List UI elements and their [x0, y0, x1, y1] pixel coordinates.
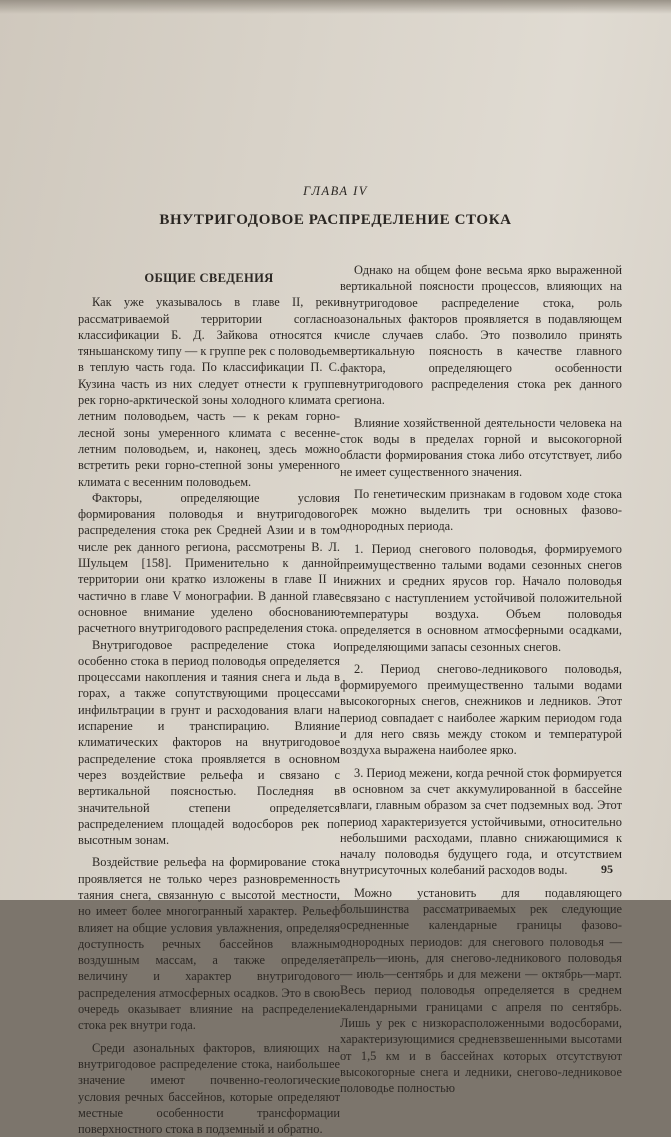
paragraph: Однако на общем фоне весьма ярко выраженной вертикальной поясности процессов, влияющих на внутригодовое распределение стока, роль азональных факторов проявляется в подавляющем числе случаев слабо. Это позволило принять вертикальную поясность в качестве главного фактора, определяющего особенности внутригодового распределения стока рек данного региона. — [340, 263, 622, 408]
page-top-shadow — [0, 0, 671, 14]
paragraph: 2. Период снегово-ледникового половодья, формируемого преимущественно талыми водами высокогорных снегов, снежников и ледников. Этот период совпадает с наиболее жарким периодом года и для него связь между стоком и температурой воздуха выражена наиболее ярко. — [340, 661, 622, 758]
paragraph: Влияние хозяйственной деятельности человека на сток воды в пределах горной и высокогорной области формирования стока либо отсутствует, либо не имеет существенного значения. — [340, 415, 622, 479]
right-column — [340, 262, 622, 1100]
paragraph: Как уже указывалось в главе II, реки рассматриваемой территории согласно классификации Б. Д. Зайкова относятся к тяньшанскому типу — к группе рек с половодьем в теплую часть года. По классификации П. С. Кузина часть из них следует отнести к группе рек горно-арктической зоны холодного климата с летним половодьем, часть — к рекам горно-лесной зоны умеренного климата с весенне-летним половодьем, и, наконец, здесь можно встретить реки горно-степной зоны умеренного климата с весенним половодьем. — [78, 295, 340, 489]
paragraph: Воздействие рельефа на формирование стока проявляется не только через разновременность таяния снега, связанную с высотой местности, но имеет более многогранный характер. Рельеф влияет на общие условия увлажнения, определяя доступность речных бассейнов влажным воздушным массам, а также определяет величину и характер внутригодового распределения атмосферных осадков. Это в свою очередь оказывает влияние на распределение стока рек внутри года. — [78, 855, 340, 1033]
section-heading: ОБЩИЕ СВЕДЕНИЯ — [144, 271, 274, 285]
paragraph: Можно установить для подавляющего большинства рассматриваемых рек следующие осредненные календарные границы фазово-однородных периодов: для снегового половодья — апрель—июнь, для снегово-ледникового половодья — июль—сентябрь и для межени — октябрь—март. Весь период половодья определяется в среднем календарными границами с апреля по сентябрь. Лишь у рек с низкорасположенными водосборами, характеризующимися средневзвешенными высотами от 1,5 км и в бассейнах которых отсутствуют высокогорные снега и ледники, снегово-ледниковое половодье полностью — [340, 885, 622, 1096]
page-number: 95 — [601, 862, 613, 876]
chapter-title: ВНУТРИГОДОВОЕ РАСПРЕДЕЛЕНИЕ СТОКА — [159, 212, 512, 228]
left-column — [78, 270, 340, 1137]
paragraph: 1. Период снегового половодья, формируемого преимущественно талыми водами сезонных снегов нижних и средних ярусов гор. Начало половодья связано с наступлением устойчивой положительной температуры воздуха. Объем половодья определяется в основном атмосферными осадками, определяющими запасы сезонных снегов. — [340, 541, 622, 654]
paragraph: Факторы, определяющие условия формирования половодья и внутригодового распределения стока рек Средней Азии и в том числе рек данного региона, рассмотрены В. Л. Шульцем [158]. Применительно к данной территории они кратко изложены в главе II и частично в главе V монографии. В данной главе основное внимание уделено обоснованию расчетного внутригодового распределения стока. — [78, 490, 340, 636]
paragraph: По генетическим признакам в годовом ходе стока рек можно выделить три основных фазово-однородных периода. — [340, 486, 622, 534]
paragraph: Среди азональных факторов, влияющих на внутригодовое распределение стока, наибольшее значение имеют почвенно-геологические условия речных бассейнов, которые определяют местные особенности трансформации поверхностного стока в подземный и обратно. — [78, 1040, 340, 1137]
paragraph: 3. Период межени, когда речной сток формируется в основном за счет аккумулированной в бассейне влаги, главным образом за счет подземных вод. Этот период характеризуется устойчивыми, относительно небольшими расходами, плавно снижающимися к началу половодья будущего года, и отсутствием внутрисуточных колебаний расходов воды. — [340, 765, 622, 878]
paragraph: Внутригодовое распределение стока и особенно стока в период половодья определяется процессами накопления и таяния снега и льда в горах, а также сопутствующими процессами инфильтрации в грунт и расходования влаги на испарение и транспирацию. Влияние климатических факторов на внутригодовое распределение стока проявляется в основном через воздействие рельефа и связано с вертикальной поясностью. Последняя в значительной степени определяется распределением площадей водосборов рек по высотным зонам. — [78, 637, 340, 848]
chapter-label: ГЛАВА IV — [303, 184, 368, 198]
